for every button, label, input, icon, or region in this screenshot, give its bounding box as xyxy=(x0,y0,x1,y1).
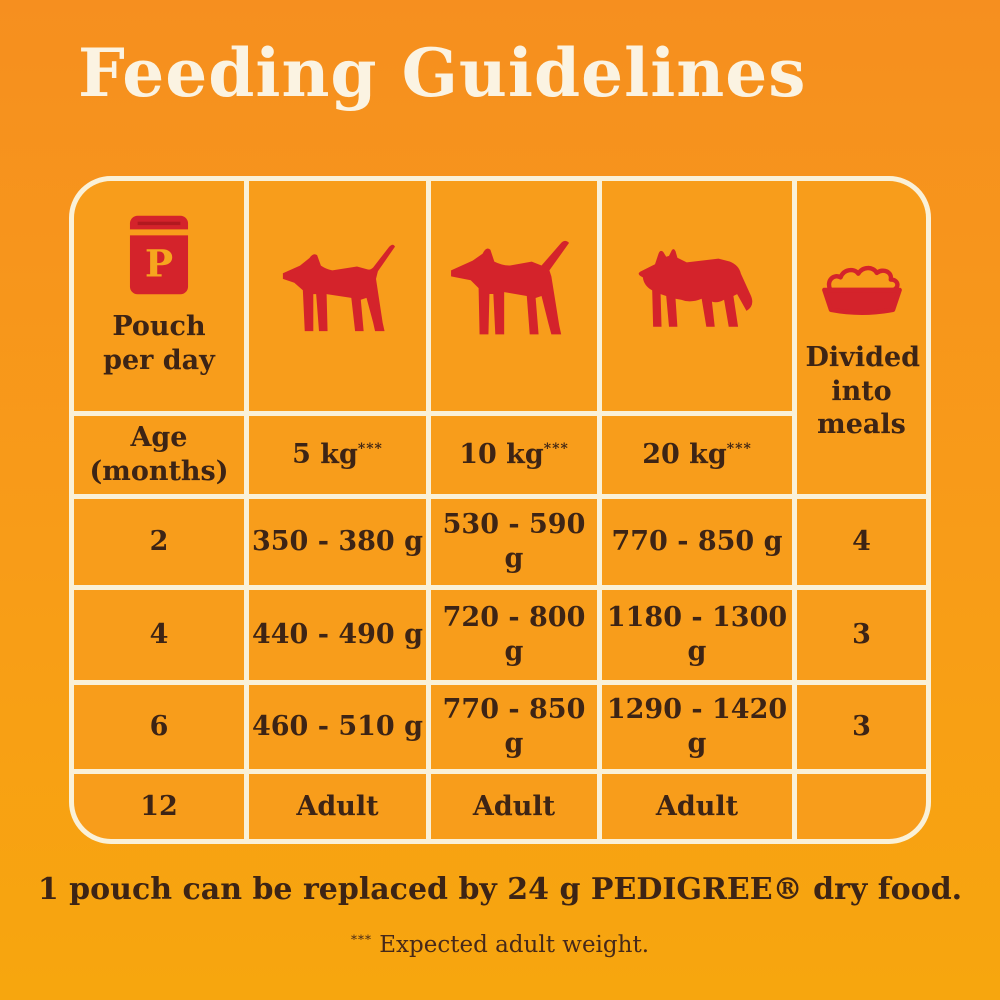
table-cell-age: 12 xyxy=(74,774,244,839)
expected-adult-weight-footnote xyxy=(0,932,1000,958)
table-cell-meals: 4 xyxy=(797,499,926,585)
header-dog-medium-cell xyxy=(431,181,597,411)
table-cell-amount: 770 - 850 g xyxy=(431,685,597,769)
table-cell-amount: 720 - 800 g xyxy=(431,590,597,680)
footnote-marker: *** xyxy=(350,932,372,947)
bowl-icon xyxy=(814,251,910,317)
svg-text:P: P xyxy=(144,241,174,286)
page-title: Feeding Guidelines xyxy=(78,34,807,112)
footnote-text: Expected adult weight. xyxy=(379,932,650,958)
table-cell-amount: Adult xyxy=(602,774,792,839)
pouch-icon xyxy=(128,214,190,296)
weight-10kg-label: 10 kg*** xyxy=(459,439,569,471)
table-cell-meals xyxy=(797,774,926,839)
feeding-guidelines-table xyxy=(69,176,931,844)
table-cell-age: 6 xyxy=(74,685,244,769)
header-age-cell xyxy=(74,416,244,494)
dog-medium-icon xyxy=(445,237,583,355)
table-cell-age: 4 xyxy=(74,590,244,680)
table-cell-amount: Adult xyxy=(431,774,597,839)
table-cell-age: 2 xyxy=(74,499,244,585)
footnote-marker: *** xyxy=(357,441,383,458)
dog-small-icon xyxy=(271,239,405,353)
divided-into-meals-label: Divided into meals xyxy=(805,341,921,441)
table-cell-amount: Adult xyxy=(249,774,426,839)
table-cell-amount: 770 - 850 g xyxy=(602,499,792,585)
header-weight-5kg-cell xyxy=(249,416,426,494)
table-cell-amount: 440 - 490 g xyxy=(249,590,426,680)
table-cell-amount: 1290 - 1420 g xyxy=(602,685,792,769)
header-weight-20kg-cell xyxy=(602,416,792,494)
header-meals-cell xyxy=(797,181,926,494)
header-pouch-cell xyxy=(74,181,244,411)
weight-20kg-label: 20 kg*** xyxy=(642,439,752,471)
pouch-per-day-label: Pouch per day xyxy=(103,311,215,376)
dog-large-icon xyxy=(623,240,771,352)
weight-5kg-label: 5 kg*** xyxy=(292,439,383,471)
footnote-marker: *** xyxy=(726,441,752,458)
header-dog-large-cell xyxy=(602,181,792,411)
header-weight-10kg-cell xyxy=(431,416,597,494)
table-cell-amount: 530 - 590 g xyxy=(431,499,597,585)
table-cell-amount: 460 - 510 g xyxy=(249,685,426,769)
replacement-note: 1 pouch can be replaced by 24 g PEDIGREE® dry food. xyxy=(37,872,963,907)
table-cell-amount: 350 - 380 g xyxy=(249,499,426,585)
age-months-label: Age (months) xyxy=(89,422,229,487)
table-cell-meals: 3 xyxy=(797,590,926,680)
table-cell-amount: 1180 - 1300 g xyxy=(602,590,792,680)
footnote-marker: *** xyxy=(543,441,569,458)
header-dog-small-cell xyxy=(249,181,426,411)
table-cell-meals: 3 xyxy=(797,685,926,769)
